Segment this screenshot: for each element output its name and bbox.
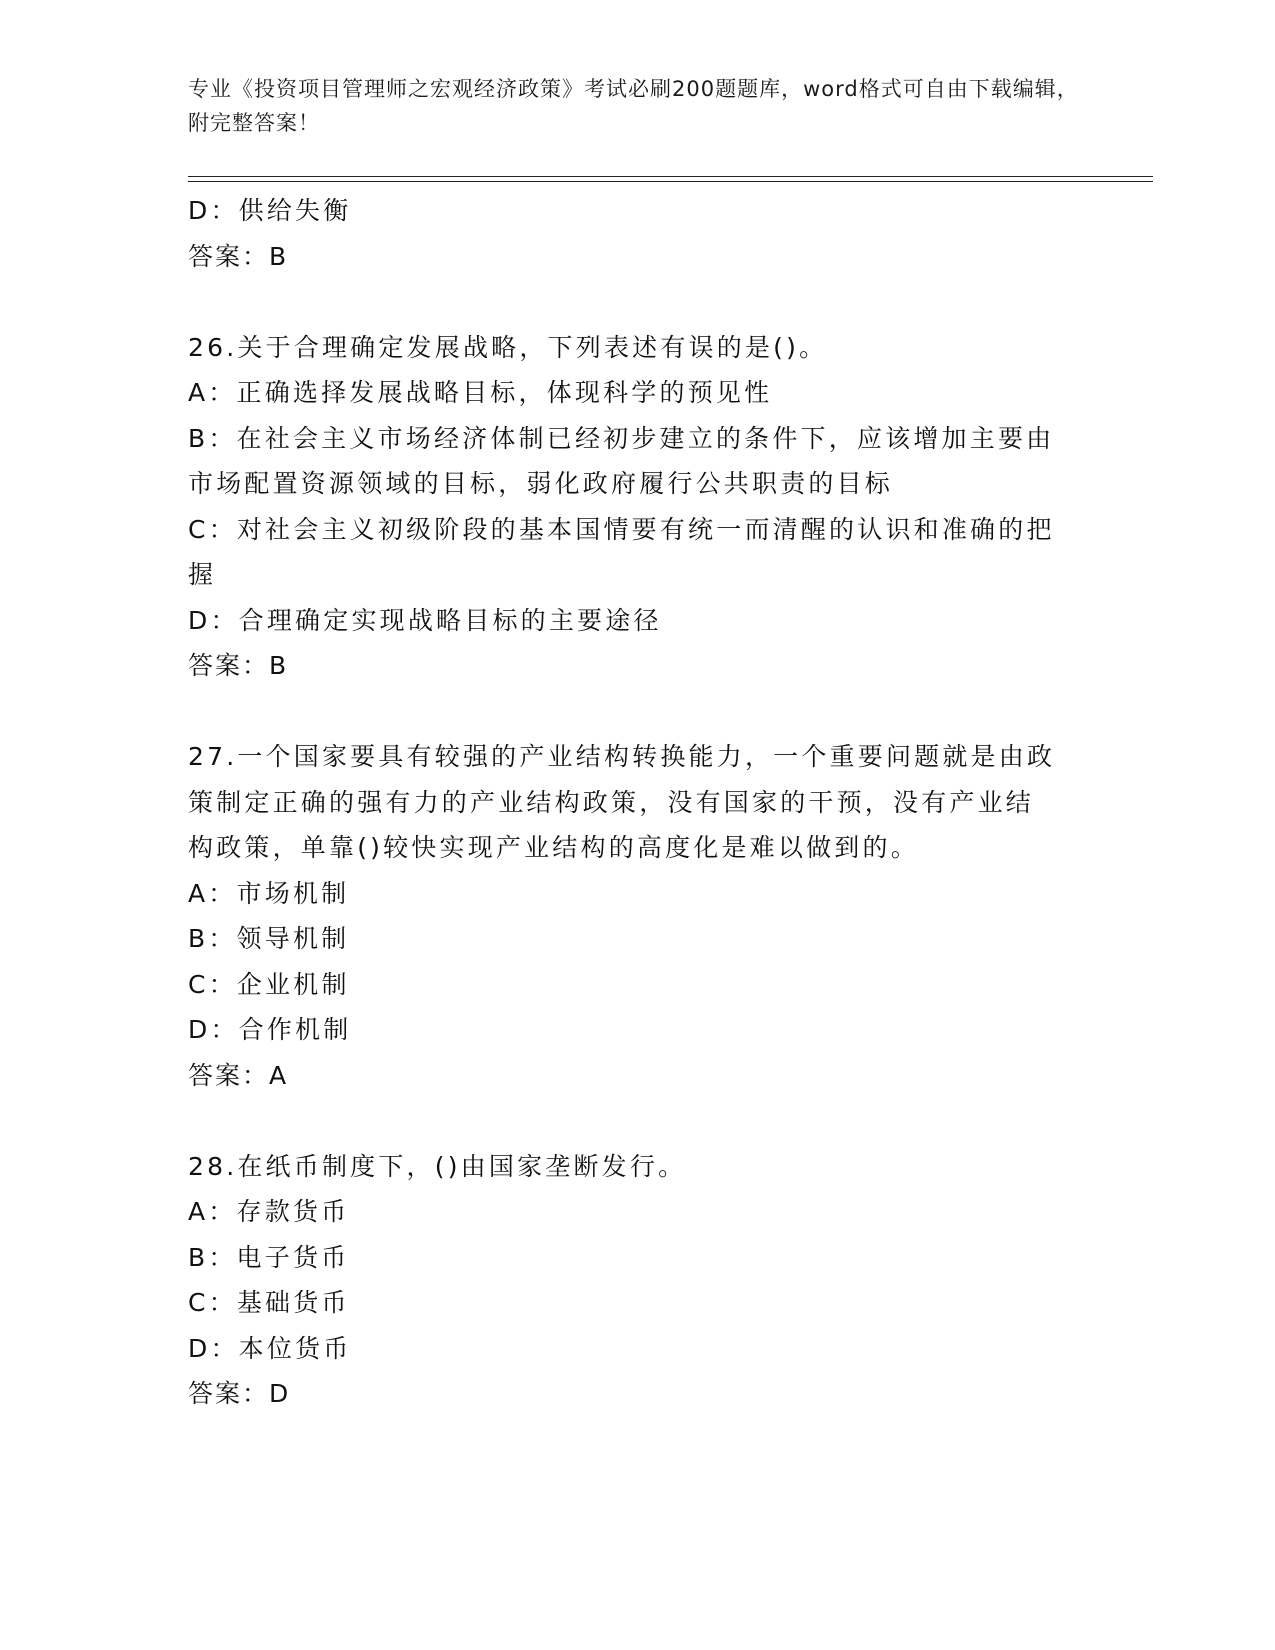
option-d: D：本位货币 (188, 1333, 352, 1363)
question-stem: 28.在纸币制度下，()由国家垄断发行。 (188, 1151, 687, 1181)
option-c-continued: 握 (188, 560, 217, 589)
option-b: B：电子货币 (188, 1242, 350, 1272)
answer: 答案：B (188, 651, 289, 680)
spacer (188, 689, 1088, 735)
question-26 (188, 325, 1088, 689)
spacer (188, 279, 1088, 325)
option-c: C：对社会主义初级阶段的基本国情要有统一而清醒的认识和准确的把 (188, 514, 1055, 544)
question-stem-continued: 构政策，单靠()较快实现产业结构的高度化是难以做到的。 (188, 833, 919, 862)
question-stem: 27.一个国家要具有较强的产业结构转换能力，一个重要问题就是由政 (188, 742, 1056, 771)
page-header: 专业《投资项目管理师之宏观经济政策》考试必刷200题题库，word格式可自由下载编辑，附完整答案！ (188, 77, 1079, 135)
question-stem: 26.关于合理确定发展战略，下列表述有误的是()。 (188, 332, 828, 362)
option-c: C：企业机制 (188, 969, 350, 999)
answer-fragment: 答案：B (188, 241, 289, 271)
question-content (188, 188, 1088, 1417)
option-b: B：领导机制 (188, 924, 350, 953)
option-b-continued: 市场配置资源领域的目标，弱化政府履行公共职责的目标 (188, 469, 894, 498)
option-d: D：合理确定实现战略目标的主要途径 (188, 605, 662, 635)
spacer (188, 1098, 1088, 1144)
answer: 答案：A (188, 1060, 289, 1090)
option-a: A：市场机制 (188, 878, 350, 908)
option-c: C：基础货币 (188, 1288, 350, 1317)
option-b: B：在社会主义市场经济体制已经初步建立的条件下，应该增加主要由 (188, 423, 1055, 453)
option-d-fragment: D：供给失衡 (188, 196, 352, 225)
header-rule-top (188, 176, 1153, 177)
option-d: D：合作机制 (188, 1015, 352, 1044)
question-27 (188, 734, 1088, 1098)
option-a: A：存款货币 (188, 1197, 350, 1226)
answer: 答案：D (188, 1379, 291, 1408)
option-a: A：正确选择发展战略目标，体现科学的预见性 (188, 378, 773, 407)
question-28 (188, 1144, 1088, 1417)
question-stem-continued: 策制定正确的强有力的产业结构政策，没有国家的干预，没有产业结 (188, 787, 1035, 817)
header-rule-bottom (188, 181, 1153, 182)
